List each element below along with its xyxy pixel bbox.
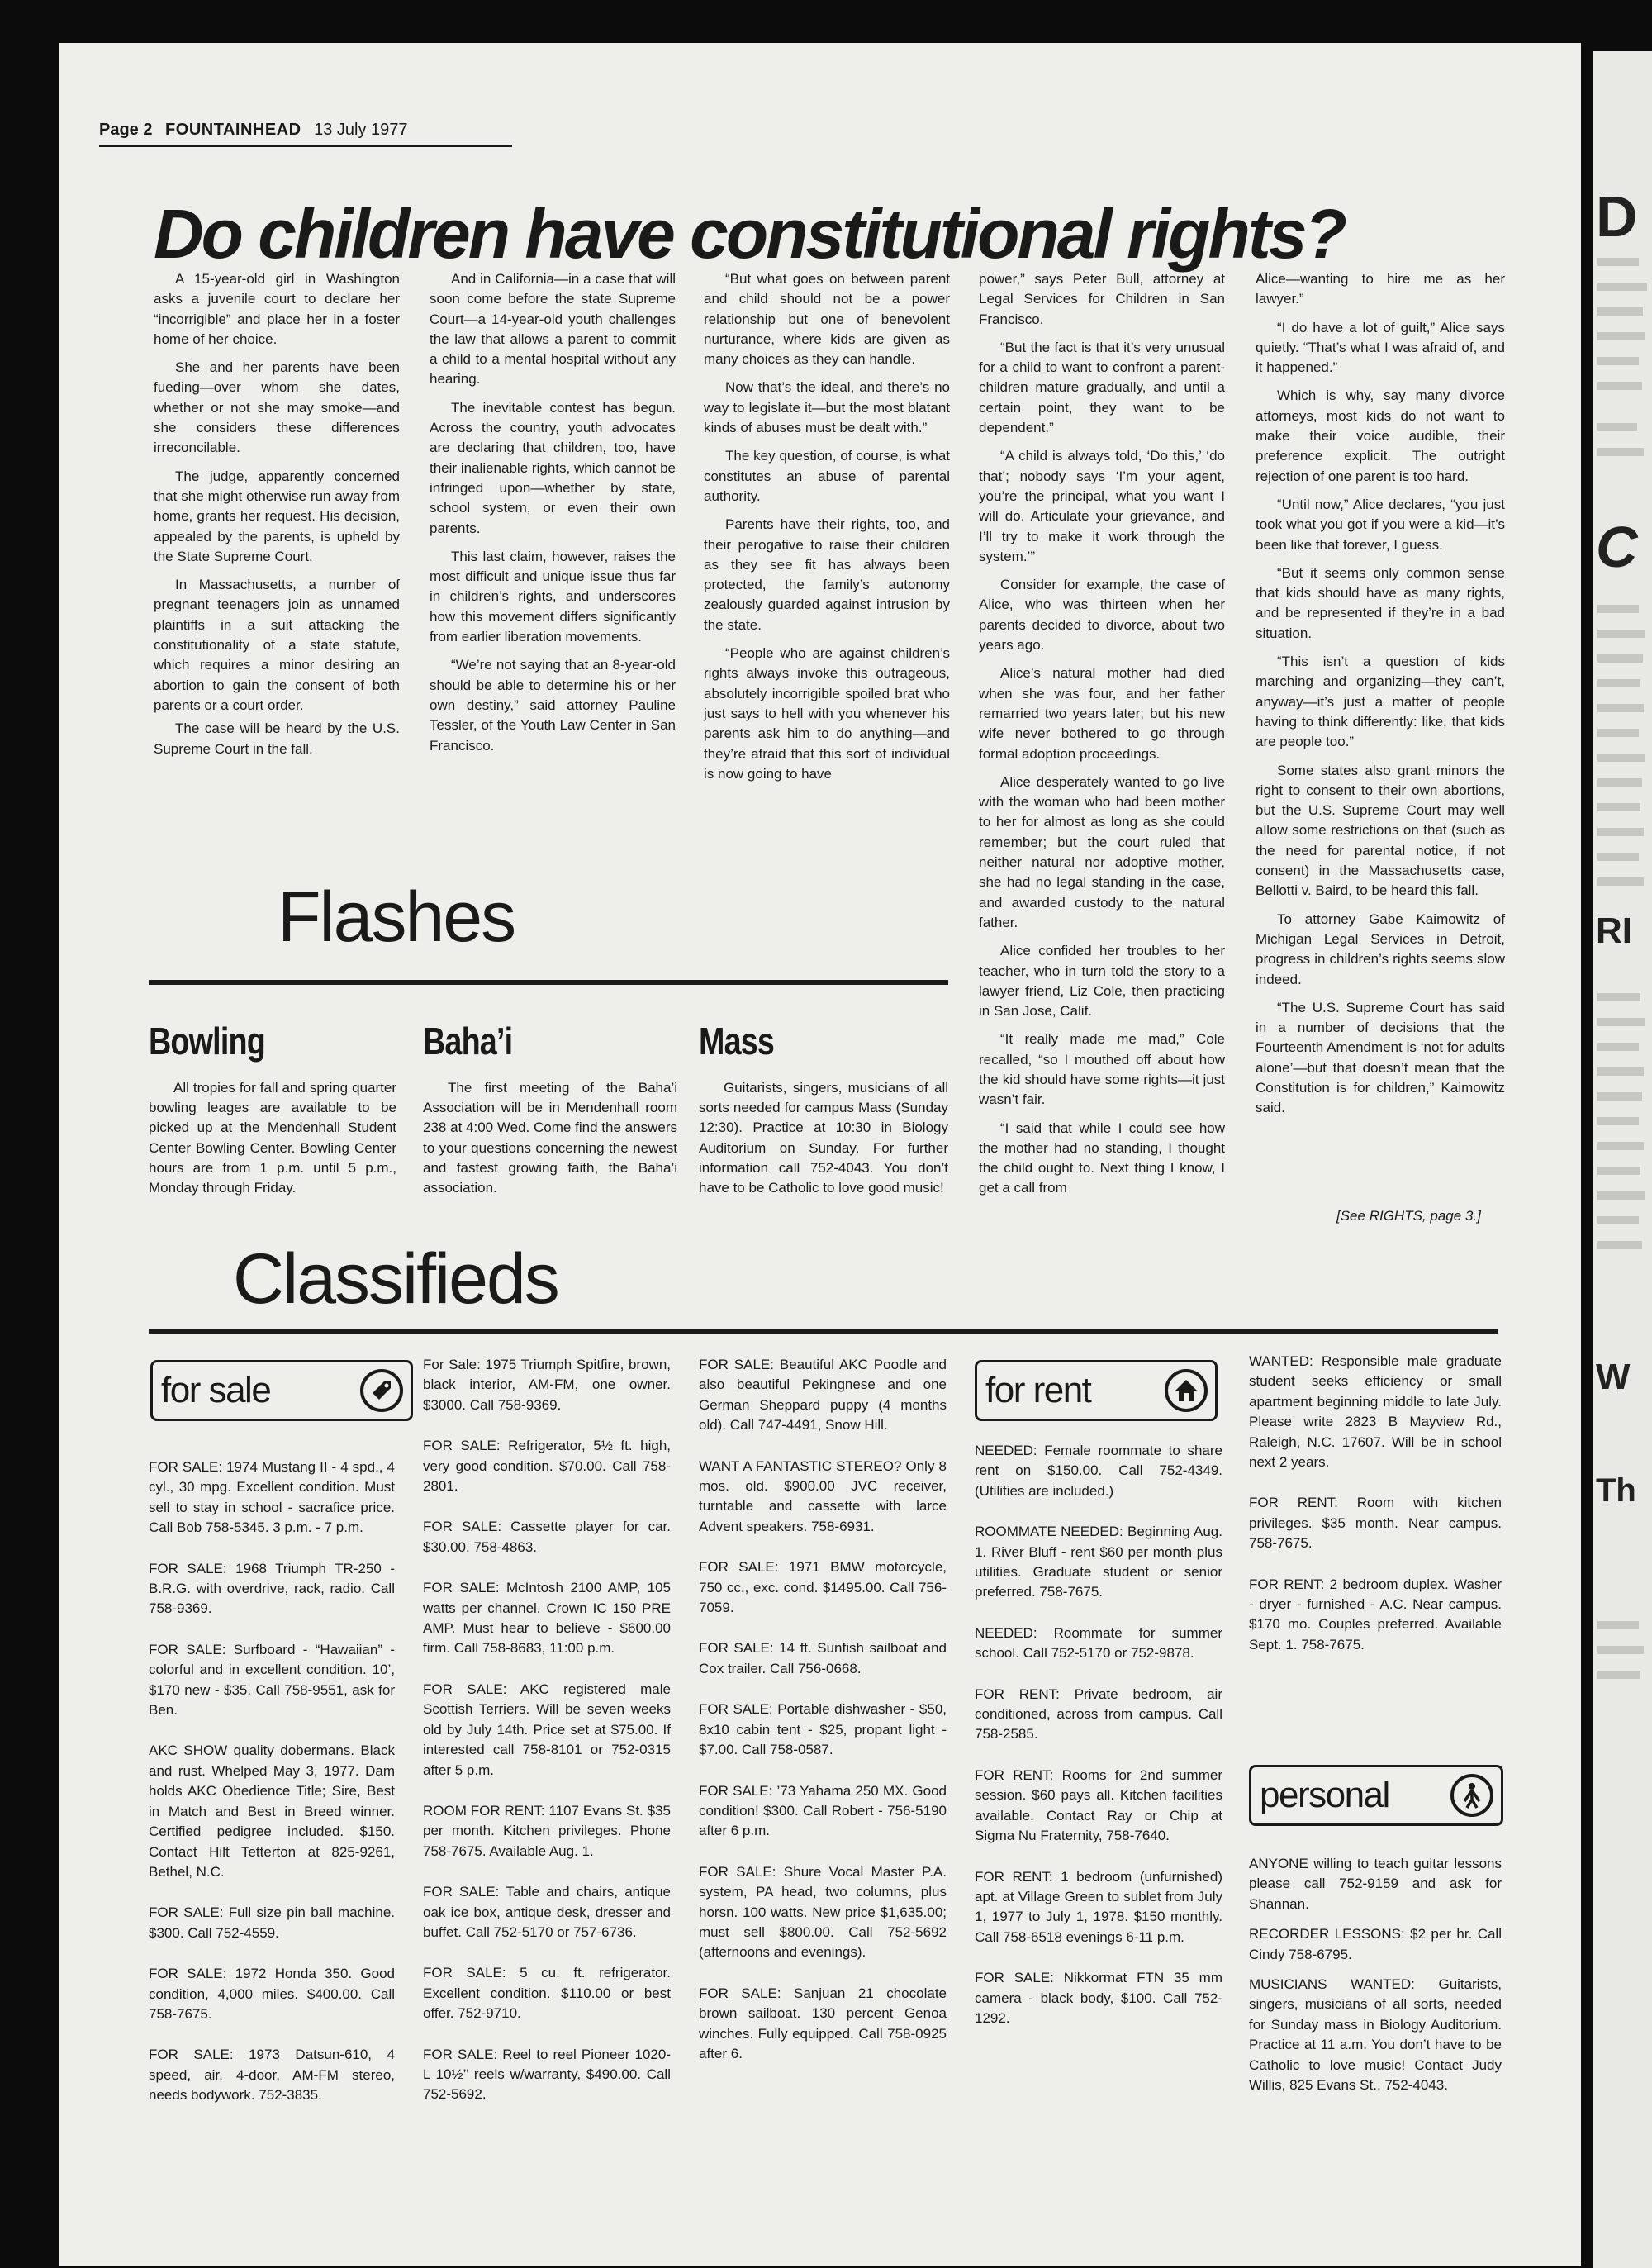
classified-ad: ANYONE willing to teach guitar lessons please call 752-9159 and ask for Shannan. [1249, 1856, 1502, 1912]
classified-ad: FOR SALE: Table and chairs, antique oak ice box, antique desk, dresser and buffet. Call 752-5170 or 757-6736. [423, 1884, 671, 1940]
article-paragraph: “The U.S. Supreme Court has said in a number of decisions that the Fourteenth Amendment is ‘not for adults alone’—but that doesn’t mean that the Constitution is for children,” Kaimowitz said. [1256, 999, 1505, 1116]
adjacent-fragment-1: D [1596, 184, 1638, 249]
classifieds-column-4 [975, 1441, 1222, 2049]
article-paragraph: “Until now,” Alice declares, “you just took what you got if you were a kid—it’s been like that forever, I guess. [1256, 496, 1505, 553]
classified-ad: FOR SALE: Nikkormat FTN 35 mm camera - black body, $100. Call 752-1292. [975, 1970, 1222, 2026]
classified-ad: FOR SALE: Refrigerator, 5½ ft. high, very good condition. $70.00. Call 758-2801. [423, 1438, 671, 1495]
classified-ad: FOR SALE: AKC registered male Scottish Terriers. Will be seven weeks old by July 14th. Price set at $75.00. If interested call 758-8101 or 752-0315 after 5 p.m. [423, 1681, 671, 1778]
classified-ad: MUSICIANS WANTED: Guitarists, singers, musicians of all sorts, needed for Sunday mass in Biology Auditorium. Practice at 11 a.m. You don’t have to be Catholic to love music! Contact Judy Willis, 825 Evans St., 752-4043. [1249, 1976, 1502, 2094]
article-paragraph: This last claim, however, raises the most difficult and unique issue thus far in children’s rights, and underscores how this movement differs significantly from earlier liberation movements. [430, 548, 676, 645]
personal-label: personal [1260, 1775, 1389, 1815]
article-column-1 [154, 269, 400, 768]
article-paragraph: “I do have a lot of guilt,” Alice says quietly. “That’s what I was afraid of, and it happened.” [1256, 319, 1505, 376]
classifieds-column-3 [699, 1355, 947, 2085]
classified-ad: FOR SALE: Surfboard - “Hawaiian” - colorful and in excellent condition. 10’, $170 new - $35. Call 758-9551, ask for Ben. [149, 1641, 395, 1719]
flashes-rule [149, 980, 948, 985]
article-paragraph: “But what goes on between parent and child should not be a power relationship but one of benevolent nurturance, where kids are given as many choices as they can handle. [704, 271, 950, 368]
article-paragraph: Alice—wanting to hire me as her lawyer.” [1256, 271, 1505, 307]
classified-ad: FOR RENT: 2 bedroom duplex. Washer - dryer - furnished - A.C. Near campus. $170 mo. Couples preferred. Available Sept. 1. 758-7675. [1249, 1576, 1502, 1652]
classified-ad: FOR SALE: 5 cu. ft. refrigerator. Excellent condition. $110.00 or best offer. 752-9710. [423, 1965, 671, 2022]
classified-ad: FOR SALE: 1968 Triumph TR-250 -B.R.G. with overdrive, rack, radio. Call 758-9369. [149, 1560, 395, 1617]
article-column-5 [1256, 269, 1505, 1127]
classified-ad: RECORDER LESSONS: $2 per hr. Call Cindy 758-6795. [1249, 1926, 1502, 1962]
flash-text: All tropies for fall and spring quarter bowling leages are available to be picked up at the Mendenhall Student Center Bowling Center. Bowling Center hours are from 1 p.m. until 5 p.m., Monday through Friday. [149, 1080, 396, 1196]
price-tag-icon [359, 1368, 404, 1413]
classified-ad: FOR SALE: 1973 Datsun-610, 4 speed, air, 4-door, AM-FM stereo, needs bodywork. 752-3835. [149, 2047, 395, 2104]
article-paragraph: The judge, apparently concerned that she might otherwise run away from home, grants her request. His decision, appealed by the parents, is upheld by the State Supreme Court. [154, 468, 400, 564]
article-column-3 [704, 269, 950, 792]
for-sale-label: for sale [161, 1370, 271, 1410]
classified-ad: FOR SALE: Reel to reel Pioneer 1020-L 10½’’ reels w/warranty, $490.00. Call 752-5692. [423, 2046, 671, 2103]
classified-ad: NEEDED: Roommate for summer school. Call 752-5170 or 752-9878. [975, 1624, 1222, 1662]
page-number: Page 2 [99, 121, 153, 139]
classified-ad: ROOM FOR RENT: 1107 Evans St. $35 per month. Kitchen privileges. Phone 758-7675. Available Aug. 1. [423, 1802, 671, 1859]
article-paragraph: “A child is always told, ‘Do this,’ ‘do that’; nobody says ‘I’m your agent, you’re the principal, what you want I will do. Articulate your grievance, and I’ll try to make it work through the system.’” [979, 448, 1225, 564]
article-paragraph: To attorney Gabe Kaimowitz of Michigan Legal Services in Detroit, progress in children’s rights seems slow indeed. [1256, 911, 1505, 987]
classifieds-title: Classifieds [233, 1239, 558, 1319]
article-paragraph: A 15-year-old girl in Washington asks a juvenile court to declare her “incorrigible” and place her in a foster home of her choice. [154, 271, 400, 347]
flash-text: Guitarists, singers, musicians of all sorts needed for campus Mass (Sunday 12:30). Practice at 10:30 in Biology Auditorium on Sunday. For further information call 752-4043. You don’t have to be Catholic to love good music! [699, 1080, 948, 1196]
article-paragraph: “But the fact is that it’s very unusual for a child to want to confront a parent-children mature gradually, and until a certain point, they want to be dependent.” [979, 339, 1225, 436]
adjacent-fragment-2: C [1596, 515, 1638, 579]
classifieds-column-2 [423, 1355, 671, 2126]
classified-ad: FOR SALE: Sanjuan 21 chocolate brown sailboat. 130 percent Genoa winches. Fully equipped. Call 758-0925 after 6. [699, 1985, 947, 2061]
classified-ad: FOR RENT: 1 bedroom (unfurnished) apt. at Village Green to sublet from July 1, 1977 to July 1, 1978. $150 monthly. Call 758-6518 evenings 6-11 p.m. [975, 1868, 1222, 1945]
for-sale-badge [150, 1360, 413, 1421]
flash-title-bowling: Bowling [149, 1020, 265, 1063]
article-paragraph: The case will be heard by the U.S. Supreme Court in the fall. [154, 720, 400, 757]
classified-ad: FOR SALE: Portable dishwasher - $50, 8x10 cabin tent - $25, propant light - $7.00. Call 758-0587. [699, 1701, 947, 1758]
classified-ad: FOR SALE: Cassette player for car. $30.00. 758-4863. [423, 1519, 671, 1555]
classified-ad: FOR SALE: Beautiful AKC Poodle and also beautiful Pekingnese and one German Sheppard puppy (4 months old). Call 747-4491, Snow Hill. [699, 1357, 947, 1434]
article-paragraph: power,” says Peter Bull, attorney at Legal Services for Children in San Francisco. [979, 271, 1225, 327]
classified-ad: For Sale: 1975 Triumph Spitfire, brown, black interior, AM-FM, one owner. $3000. Call 758-9369. [423, 1357, 671, 1413]
flash-body-mass [699, 1078, 948, 1198]
for-rent-badge [975, 1360, 1218, 1421]
article-paragraph: “We’re not saying that an 8-year-old should be able to determine his or her own destiny,” said attorney Pauline Tessler, of the Youth Law Center in San Francisco. [430, 657, 676, 754]
classified-ad: NEEDED: Female roommate to share rent on $150.00. Call 752-4349. (Utilities are included.) [975, 1443, 1222, 1499]
adjacent-fragment-4: W [1596, 1357, 1631, 1397]
classified-ad: FOR SALE: Full size pin ball machine. $300. Call 752-4559. [149, 1904, 395, 1941]
flash-title-mass: Mass [699, 1020, 775, 1063]
article-paragraph: The key question, of course, is what constitutes an abuse of parental authority. [704, 448, 950, 504]
continued-reference: [See RIGHTS, page 3.] [1336, 1208, 1481, 1224]
classified-ad: WANT A FANTASTIC STEREO? Only 8 mos. old. $900.00 JVC receiver, turntable and cassette with larce Advent speakers. 758-6931. [699, 1457, 947, 1534]
classified-ad: FOR RENT: Rooms for 2nd summer session. $60 pays all. Kitchen facilities available. Contact Ray or Chip at Sigma Nu Fraternity, 758-7640. [975, 1766, 1222, 1844]
article-paragraph: Some states also grant minors the right to consent to their own abortions, but the U.S. Supreme Court may well allow some restrictions on that (such as the need for parental notice, if not consent) in the Massachusetts case, Bellotti v. Baird, to be heard this fall. [1256, 762, 1505, 899]
classifieds-column-5 [1249, 1352, 1502, 1676]
flash-title-bahai: Baha’i [423, 1020, 513, 1063]
classified-ad: AKC SHOW quality dobermans. Black and rust. Whelped May 3, 1977. Dam holds AKC Obedience Title; Sire, Best in Match and Best in Breed winner. Certified pedigree included. $150. Contact Hilt Tetterton at 825-9261, Bethel, N.C. [149, 1743, 395, 1880]
classified-ad: FOR RENT: Private bedroom, air conditioned, across from campus. Call 758-2585. [975, 1686, 1222, 1743]
article-paragraph: The inevitable contest has begun. Across the country, youth advocates are declaring that children, too, have their inalienable rights, which cannot be infringed upon—whether by state, school system, or even their own parents. [430, 399, 676, 536]
classified-ad: FOR RENT: Room with kitchen privileges. $35 month. Near campus. 758-7675. [1249, 1495, 1502, 1552]
classified-ad: FOR SALE: ’73 Yahama 250 MX. Good condition! $300. Call Robert - 756-5190 after 6 p.m. [699, 1782, 947, 1839]
flash-body-bahai [423, 1078, 677, 1198]
article-paragraph: Now that’s the ideal, and there’s no way to legislate it—but the most blatant kinds of abuses must be dealt with.” [704, 379, 950, 436]
classified-ad: FOR SALE: 1974 Mustang II - 4 spd., 4 cyl., 30 mpg. Excellent condition. Must sell to stay in school - sacrafice price. Call Bob 758-5345. 3 p.m. - 7 p.m. [149, 1459, 395, 1536]
page-header [99, 112, 512, 147]
flash-body-bowling [149, 1078, 396, 1198]
publication-name: FOUNTAINHEAD [165, 121, 301, 139]
classified-ad: FOR SALE: 1972 Honda 350. Good condition, 4,000 miles. $400.00. Call 758-7675. [149, 1966, 395, 2022]
adjacent-fragment-5: Th [1596, 1472, 1636, 1509]
person-icon [1450, 1773, 1494, 1818]
article-headline: Do children have constitutional rights? [154, 195, 1345, 273]
article-paragraph: “People who are against children’s rights always invoke this outrageous, absolutely incorrigible spoiled brat who just says to hell with you whenever his parents ask him to do anything—and they’re afraid that this sort of individual is now going to have [704, 645, 950, 782]
article-column-2 [430, 269, 676, 764]
article-paragraph: And in California—in a case that will soon come before the state Supreme Court—a 14-year-old youth challenges the law that allows a parent to commit a child to a mental hospital without any hearing. [430, 271, 676, 388]
article-paragraph: Alice’s natural mother had died when she was four, and her father remarried two years later; but his new wife never bothered to go through formal adoption proceedings. [979, 665, 1225, 762]
classifieds-rule [149, 1329, 1498, 1334]
article-paragraph: She and her parents have been fueding—over whom she dates, whether or not she may smoke—and she considers these differences irreconcilable. [154, 359, 400, 456]
classified-ad: FOR SALE: McIntosh 2100 AMP, 105 watts per channel. Crown IC 150 PRE AMP. Must hear to believe - $600.00 firm. Call 758-8683, 11:00 p.m. [423, 1580, 671, 1657]
flash-text: The first meeting of the Baha’i Association will be in Mendenhall room 238 at 4:00 Wed. Come find the answers to your questions concerning the newest and fastest growing faith, the Baha’i association. [423, 1080, 677, 1196]
article-column-4 [979, 269, 1225, 1207]
article-paragraph: “But it seems only common sense that kids should have as many rights, and be represented if they’re in a bad situation. [1256, 564, 1505, 641]
article-paragraph: Alice desperately wanted to go live with the woman who had been mother to her for almost as long as she could remember; but the court ruled that neither natural nor adoptive mother, she had no legal standing in the case, and awarded custody to the natural father. [979, 773, 1225, 930]
classifieds-column-1 [149, 1457, 395, 2127]
adjacent-fragment-3: RI [1596, 911, 1632, 951]
for-rent-label: for rent [985, 1370, 1091, 1410]
house-icon [1164, 1368, 1208, 1413]
classified-ad: FOR SALE: Shure Vocal Master P.A. system, PA head, two columns, plus horsn. 100 watts. New price $1,635.00; must sell $800.00. Call 752-5692 (afternoons and evenings). [699, 1863, 947, 1961]
adjacent-page-strip [1593, 51, 1652, 2268]
classified-ad: WANTED: Responsible male graduate student seeks efficiency or small apartment beginning middle to late July. Please write 2823 B Mayview Rd., Raleigh, N.C. 17607. Will be in school next 2 years. [1249, 1353, 1502, 1471]
flashes-title: Flashes [278, 877, 515, 957]
article-paragraph: “I said that while I could see how the mother had no standing, I thought the child ought to. Next thing I know, I get a call from [979, 1120, 1225, 1196]
article-paragraph: “This isn’t a question of kids marching and organizing—they can’t, anyway—it’s just a matter of people having to think differently: like, that kids are people too.” [1256, 654, 1505, 750]
article-paragraph: Alice confided her troubles to her teacher, who in turn told the story to a lawyer friend, Liz Cole, then practicing in San Jose, Calif. [979, 943, 1225, 1020]
classified-ad: FOR SALE: 14 ft. Sunfish sailboat and Cox trailer. Call 756-0668. [699, 1640, 947, 1676]
classified-ad: ROOMMATE NEEDED: Beginning Aug. 1. River Bluff - rent $60 per month plus utilities. Graduate student or senior preferred. 758-7675. [975, 1524, 1222, 1600]
personal-column [1249, 1854, 1502, 2116]
personal-badge [1249, 1765, 1503, 1826]
article-paragraph: In Massachusetts, a number of pregnant teenagers join as unnamed plaintiffs in a suit attacking the constitutionality of a state statute, which requires a minor desiring an abortion to gain the consent of both parents or a court order. [154, 577, 400, 713]
article-paragraph: Consider for example, the case of Alice, who was thirteen when her parents decided to divorce, about two years ago. [979, 577, 1225, 654]
classified-ad: FOR SALE: 1971 BMW motorcycle, 750 cc., exc. cond. $1495.00. Call 756-7059. [699, 1559, 947, 1616]
publication-date: 13 July 1977 [314, 121, 408, 139]
article-paragraph: Which is why, say many divorce attorneys, most kids do not want to make their voice audible, their preference explicit. The outright rejection of one parent is too hard. [1256, 388, 1505, 484]
article-paragraph: Parents have their rights, too, and their perogative to raise their children as they see fit has always been protected, the family’s autonomy zealously guarded against intrusion by the state. [704, 516, 950, 633]
article-paragraph: “It really made me mad,” Cole recalled, “so I mouthed off about how the kid should have some rights—it just wasn’t fair. [979, 1031, 1225, 1108]
